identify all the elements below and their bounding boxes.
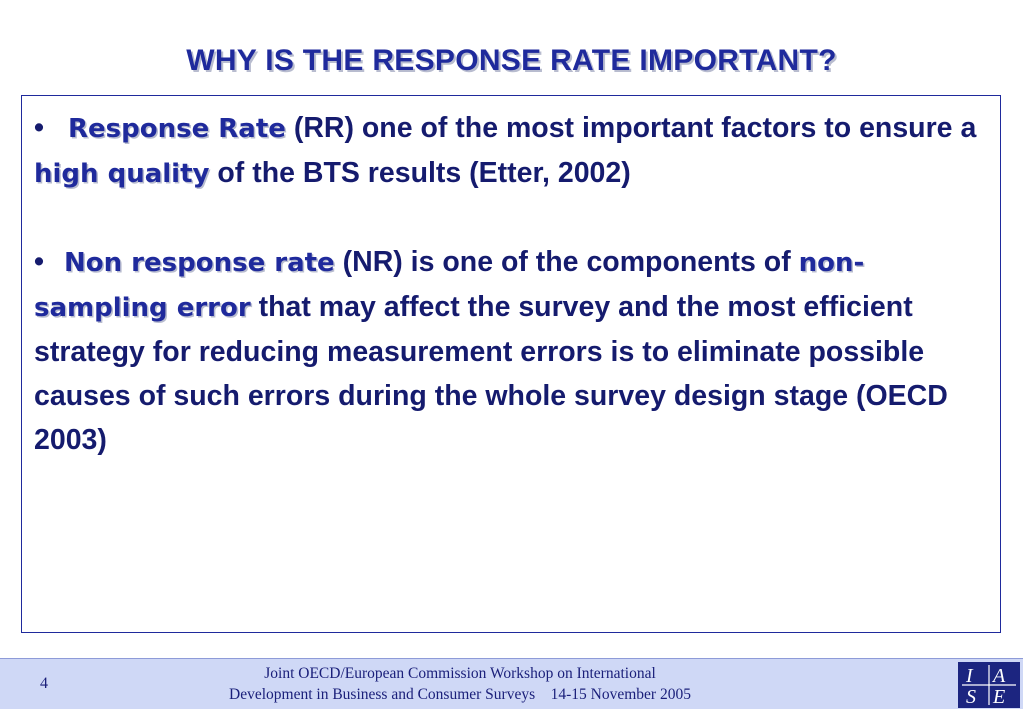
bullet-text: that may affect the survey and the most efficient strategy for reducing measurement errors is to eliminate possible causes of such errors during the whole survey design stage (OECD 2003) (34, 291, 948, 456)
bullet-text: (RR) one of the most important factors to ensure a (285, 112, 977, 144)
page-number: 4 (40, 675, 48, 692)
logo-letter: E (993, 686, 1006, 708)
footer-caption (130, 663, 790, 705)
term-non-response-rate: Non response rate (64, 248, 335, 278)
term-response-rate: Response Rate (68, 114, 286, 144)
bullet-text: (NR) is one of the components of (334, 246, 799, 278)
bullet-item-non-response-rate (34, 240, 988, 462)
content-box (21, 95, 1001, 633)
bullet-text: of the BTS results (Etter, 2002) (209, 157, 631, 189)
footer-band (0, 658, 1023, 709)
isae-logo-mark (958, 662, 1020, 708)
highlight-non-sampling-error: non-sampling error (34, 248, 865, 323)
logo-letter: A (993, 665, 1006, 687)
slide-title: WHY IS THE RESPONSE RATE IMPORTANT? (186, 44, 837, 77)
logo-letter: S (966, 686, 976, 708)
footer-line: Joint OECD/European Commission Workshop on International (264, 665, 656, 682)
logo-letter: I (966, 665, 973, 687)
bullet-item-response-rate (34, 106, 988, 196)
bullet-icon: • (34, 112, 44, 144)
isae-logo (958, 662, 1020, 708)
highlight-high-quality: high quality (34, 159, 210, 189)
footer-line: Development in Business and Consumer Surveys 14-15 November 2005 (229, 686, 691, 703)
bullet-icon: • (34, 246, 44, 278)
